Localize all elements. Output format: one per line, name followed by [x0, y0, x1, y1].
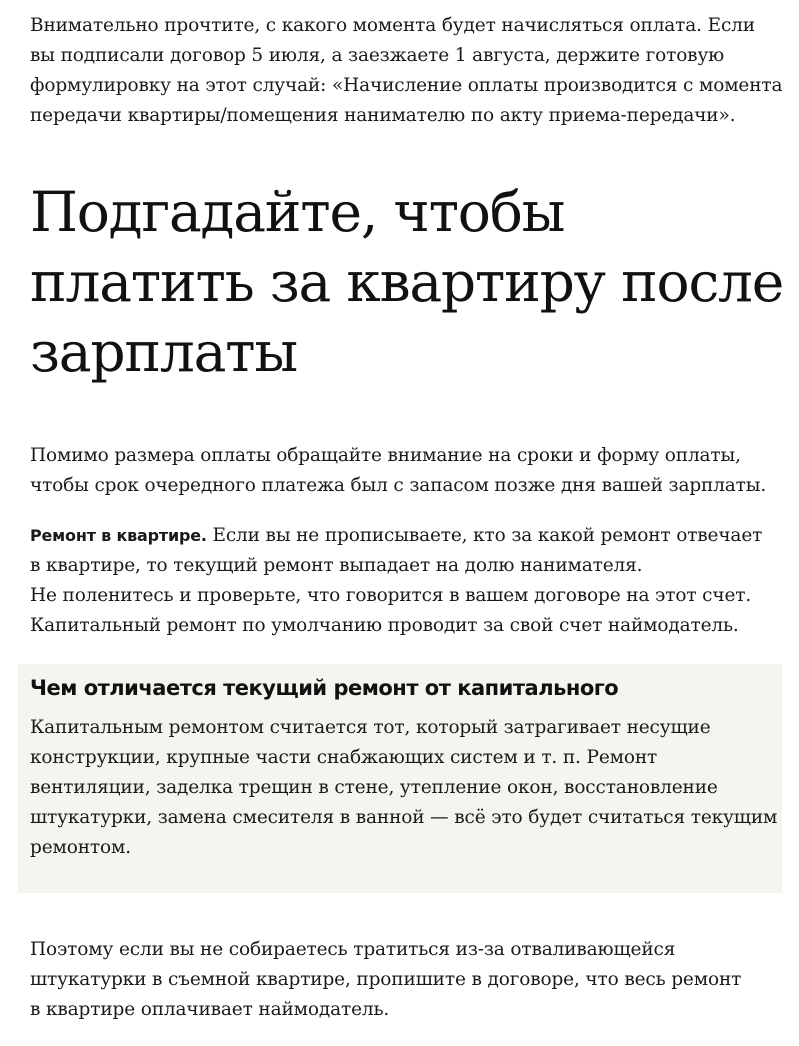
intro-paragraph — [30, 11, 783, 131]
text-line: Капитальный ремонт по умолчанию проводит за свой счет наймодатель. — [30, 615, 739, 636]
heading-line: платить за квартиру после — [30, 250, 784, 314]
text-line: Внимательно прочтите, с какого момента будет начисляться оплата. Если — [30, 15, 755, 36]
lead-in-bold: Ремонт в квартире. — [30, 526, 207, 545]
text-line: передачи квартиры/помещения нанимателю по акту приема-передачи». — [30, 105, 736, 126]
callout-box — [18, 664, 782, 893]
text-line: Капитальным ремонтом считается тот, который затрагивает несущие — [30, 717, 711, 738]
text-line: Помимо размера оплаты обращайте внимание на сроки и форму оплаты, — [30, 445, 741, 466]
heading-line: зарплаты — [30, 320, 297, 384]
text-line: ремонтом. — [30, 837, 131, 858]
text-line: штукатурки, замена смесителя в ванной — всё это будет считаться текущим — [30, 807, 778, 828]
text-line: чтобы срок очередного платежа был с запасом позже дня вашей зарплаты. — [30, 475, 767, 496]
callout-title: Чем отличается текущий ремонт от капитального — [30, 676, 619, 700]
text-line: штукатурки в съемной квартире, пропишите в договоре, что весь ремонт — [30, 969, 742, 990]
text-line: вентиляции, заделка трещин в стене, утепление окон, восстановление — [30, 777, 718, 798]
text-line: конструкции, крупные части снабжающих систем и т. п. Ремонт — [30, 747, 658, 768]
callout-body — [30, 713, 778, 863]
text-line: в квартире, то текущий ремонт выпадает на долю нанимателя. — [30, 555, 643, 576]
section-heading — [30, 177, 784, 387]
text-line: Поэтому если вы не собираетесь тратиться из-за отваливающейся — [30, 939, 676, 960]
heading-line: Подгадайте, чтобы — [30, 180, 565, 244]
repair-paragraph — [30, 521, 775, 641]
text-line: в квартире оплачивает наймодатель. — [30, 999, 390, 1020]
payday-paragraph — [30, 441, 775, 501]
text-line: формулировку на этот случай: «Начисление оплаты производится с момента — [30, 75, 783, 96]
text-line: Не поленитесь и проверьте, что говорится в вашем договоре на этот счет. — [30, 585, 752, 606]
text-line — [30, 521, 775, 551]
text-fragment: Если вы не прописываете, кто за какой ремонт отвечает — [206, 525, 763, 546]
conclusion-paragraph — [30, 935, 775, 1025]
text-line: вы подписали договор 5 июля, а заезжаете 1 августа, держите готовую — [30, 45, 725, 66]
